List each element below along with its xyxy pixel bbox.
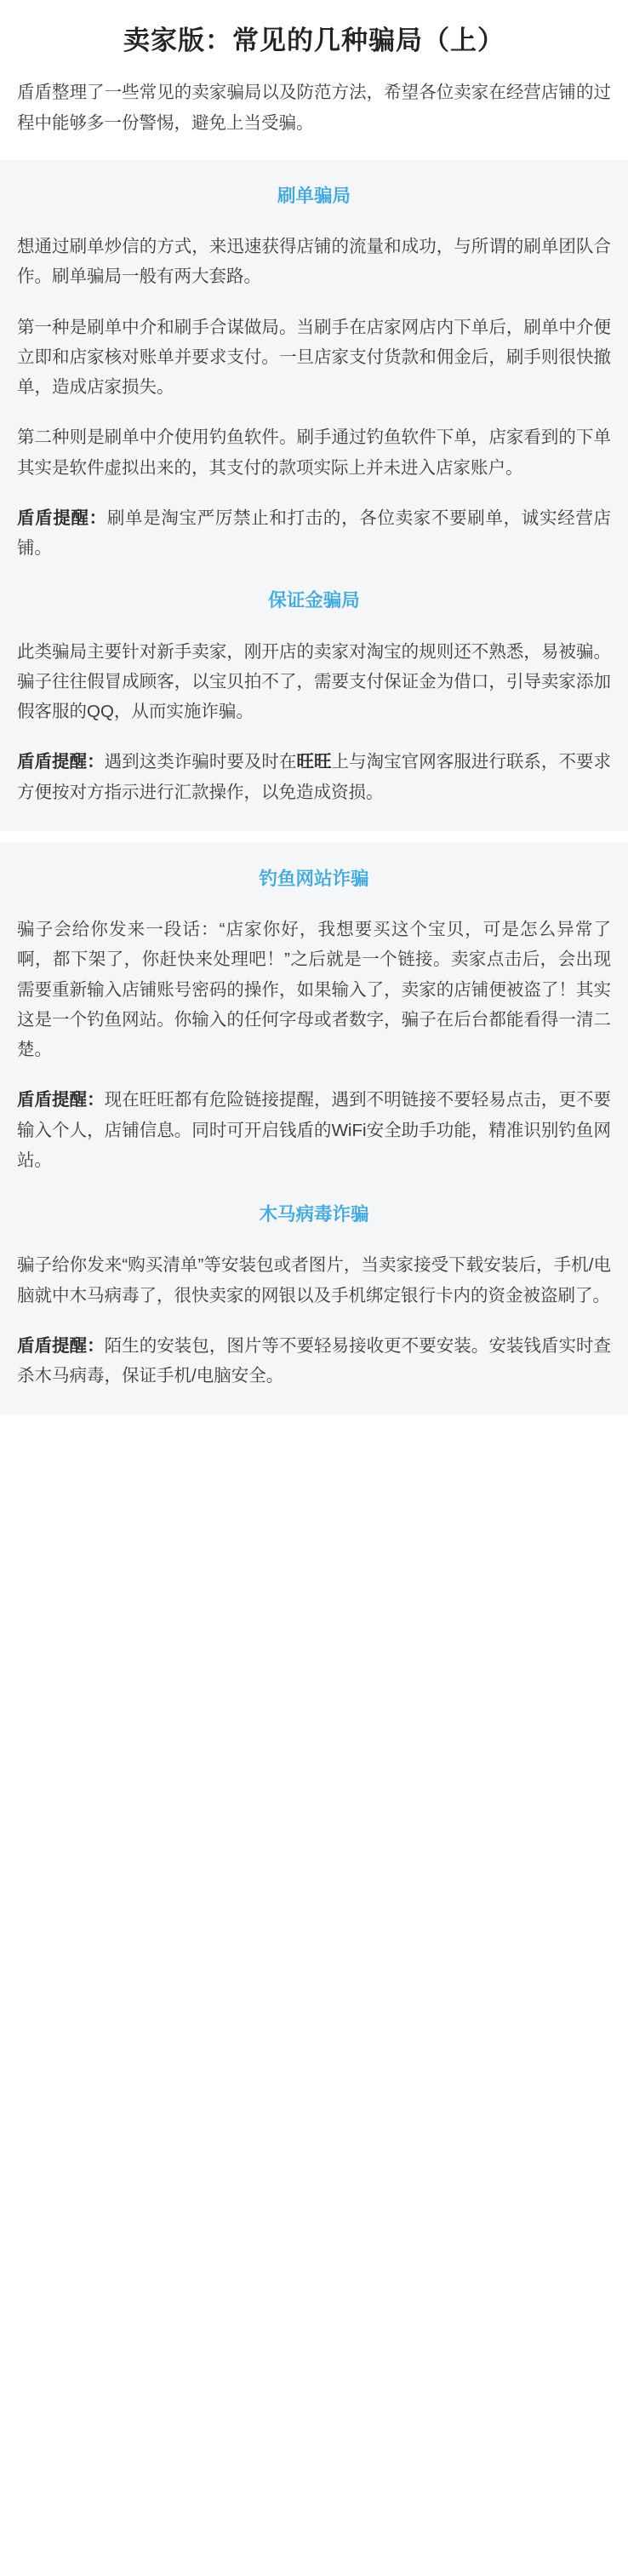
intro-paragraph: 盾盾整理了一些常见的卖家骗局以及防范方法，希望各位卖家在经营店铺的过程中能够多一份警惕，避免上当受骗。	[17, 83, 611, 133]
paragraph: 骗子给你发来“购买清单”等安装包或者图片，当卖家接受下载安装后，手机/电脑就中木马病毒了，很快卖家的网银以及手机绑定银行卡内的资金被盗刷了。	[17, 1255, 611, 1305]
tip-label: 盾盾提醒：	[17, 1335, 105, 1356]
paragraph: 骗子会给你发来一段话：“店家你好，我想要买这个宝贝，可是怎么异常了啊，都下架了，你赶快来处理吧！”之后就是一个链接。卖家点击后，会出现需要重新输入店铺账号密码的操作，如果输入了，卖家的店铺便被盗了！其实这是一个钓鱼网站。你输入的任何字母或者数字，骗子在后台都能看得一清二楚。	[17, 920, 611, 1060]
tip-paragraph	[17, 1331, 611, 1391]
tip-paragraph	[17, 1085, 611, 1175]
title-block	[0, 0, 628, 74]
tip-text: 刷单是淘宝严厉禁止和打击的，各位卖家不要刷单，诚实经营店铺。	[17, 508, 611, 559]
tip-text-part: 遇到这类诈骗时要及时在	[104, 752, 297, 772]
paragraph: 第一种是刷单中介和刷手合谋做局。当刷手在店家网店内下单后，刷单中介便立即和店家核对账单并要求支付。一旦店家支付货款和佣金后，刷手则很快撤单，造成店家损失。	[17, 317, 611, 398]
paragraph: 想通过刷单炒信的方式，来迅速获得店铺的流量和成功，与所谓的刷单团队合作。刷单骗局一般有两大套路。	[17, 237, 611, 287]
tip-text-part: 上与淘宝官网客服进行联系，不要求方便按对方指示进行汇款操作，以免造成资损。	[17, 752, 612, 802]
section-heading-baozhengjin: 保证金骗局	[268, 590, 360, 611]
tip-highlight-wangwang: 旺旺	[296, 752, 332, 772]
tip-label: 盾盾提醒：	[17, 752, 105, 772]
section-heading-shuadan: 刷单骗局	[277, 185, 351, 206]
tip-paragraph	[17, 747, 611, 807]
tip-label: 盾盾提醒：	[17, 1090, 105, 1110]
tip-paragraph	[17, 503, 611, 564]
section-divider	[0, 831, 628, 843]
tip-label: 盾盾提醒：	[17, 508, 107, 528]
paragraph: 此类骗局主要针对新手卖家，刚开店的卖家对淘宝的规则还不熟悉，易被骗。骗子往往假冒成顾客，以宝贝拍不了，需要支付保证金为借口，引导卖家添加假客服的QQ，从而实施诈骗。	[17, 641, 611, 722]
section-heading-muma: 木马病毒诈骗	[259, 1204, 369, 1225]
section-shuadan	[0, 160, 628, 831]
section-heading-diaoyu: 钓鱼网站诈骗	[259, 868, 369, 889]
intro-block	[0, 74, 628, 160]
paragraph: 第二种则是刷单中介使用钓鱼软件。刷手通过钓鱼软件下单，店家看到的下单其实是软件虚拟出来的，其支付的款项实际上并未进入店家账户。	[17, 427, 611, 478]
section-diaoyu	[0, 843, 628, 1415]
tip-text: 现在旺旺都有危险链接提醒，遇到不明链接不要轻易点击，更不要输入个人，店铺信息。同时可开启钱盾的WiFi安全助手功能，精准识别钓鱼网站。	[17, 1090, 612, 1170]
tip-text: 陌生的安装包，图片等不要轻易接收更不要安装。安装钱盾实时查杀木马病毒，保证手机/电脑安全。	[17, 1335, 612, 1386]
page-title: 卖家版：常见的几种骗局（上）	[123, 26, 505, 55]
